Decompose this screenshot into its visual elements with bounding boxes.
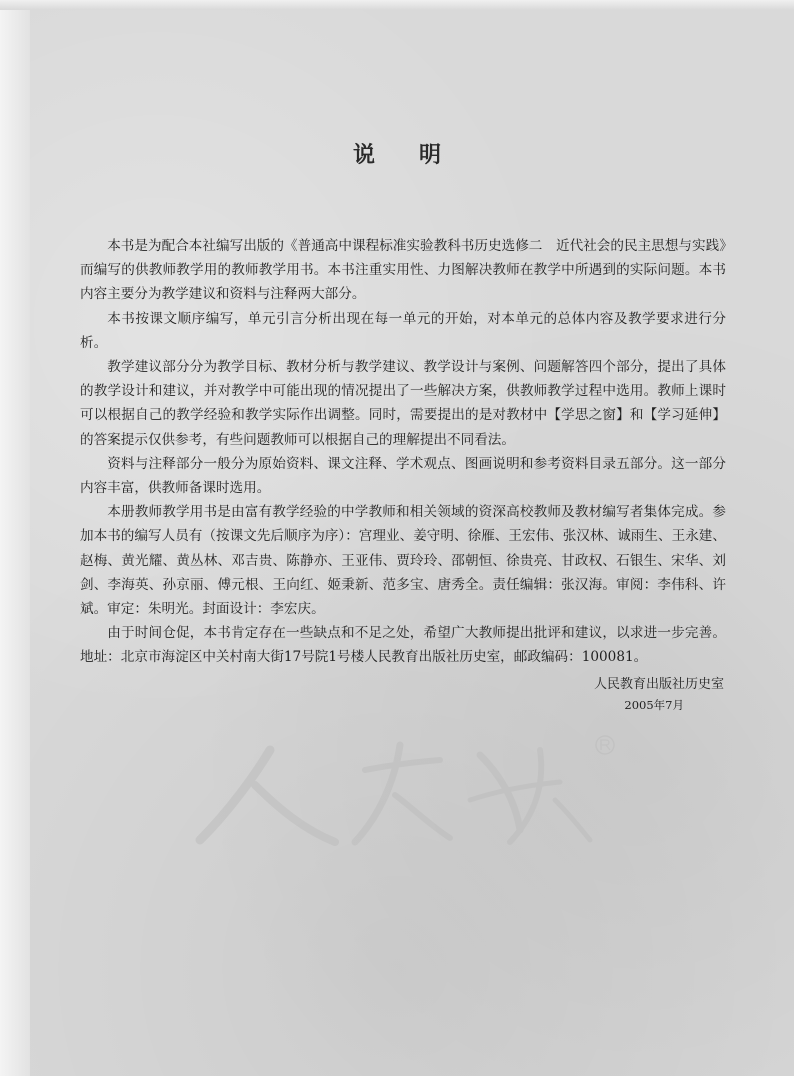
signature-block: [594, 675, 724, 715]
paragraph-teaching-suggestions: 教学建议部分分为教学目标、教材分析与教学建议、教学设计与案例、问题解答四个部分，提出了具体的教学设计和建议，并对教学中可能出现的情况提出了一些解决方案，供教师教学过程中选用。教师上课时可以根据自己的教学经验和教学实际作出调整。同时，需要提出的是对教材中【学思之窗】和【学习延伸】的答案提示仅供参考，有些问题教师可以根据自己的理解提出不同看法。: [80, 359, 726, 448]
publish-date: 2005年7月: [624, 698, 684, 712]
paragraph-structure: 本书按课文顺序编写，单元引言分析出现在每一单元的开始，对本单元的总体内容及教学要求进行分析。: [80, 310, 726, 351]
publisher-name: 人民教育出版社历史室: [593, 677, 724, 692]
paragraph-feedback: 由于时间仓促，本书肯定存在一些缺点和不足之处，希望广大教师提出批评和建议，以求进一步完善。地址：北京市海淀区中关村南大街17号院1号楼人民教育出版社历史室，邮政编码：100081。: [80, 625, 726, 666]
document-body: [80, 234, 726, 670]
paragraph-authors: 本册教师教学用书是由富有教学经验的中学教师和相关领域的资深高校教师及教材编写者集体完成。参加本书的编写人员有（按课文先后顺序为序）：宫理业、姜守明、徐雁、王宏伟、张汉林、诚雨生、王永建、赵梅、黄光耀、黄丛林、邓吉贵、陈静亦、王亚伟、贾玲玲、邵朝恒、徐贵亮、甘政权、石银生、宋华、刘剑、李海英、孙京丽、傅元根、王向红、姬秉新、范多宝、唐秀全。责任编辑：张汉海。审阅：李伟科、许斌。审定：朱明光。封面设计：李宏庆。: [80, 504, 726, 618]
paragraph-intro: 本书是为配合本社编写出版的《普通高中课程标准实验教科书历史选修二 近代社会的民主思想与实践》而编写的供教师教学用的教师教学用书。本书注重实用性、力图解决教师在教学中所遇到的实际问题。本书内容主要分为教学建议和资料与注释两大部分。: [80, 238, 726, 303]
paragraph-materials: 资料与注释部分一般分为原始资料、课文注释、学术观点、图画说明和参考资料目录五部分。这一部分内容丰富，供教师备课时选用。: [80, 455, 726, 497]
scan-edge-top: [0, 0, 794, 10]
pep-calligraphy-watermark-icon: [160, 730, 630, 850]
page-title: 说明: [352, 142, 485, 168]
